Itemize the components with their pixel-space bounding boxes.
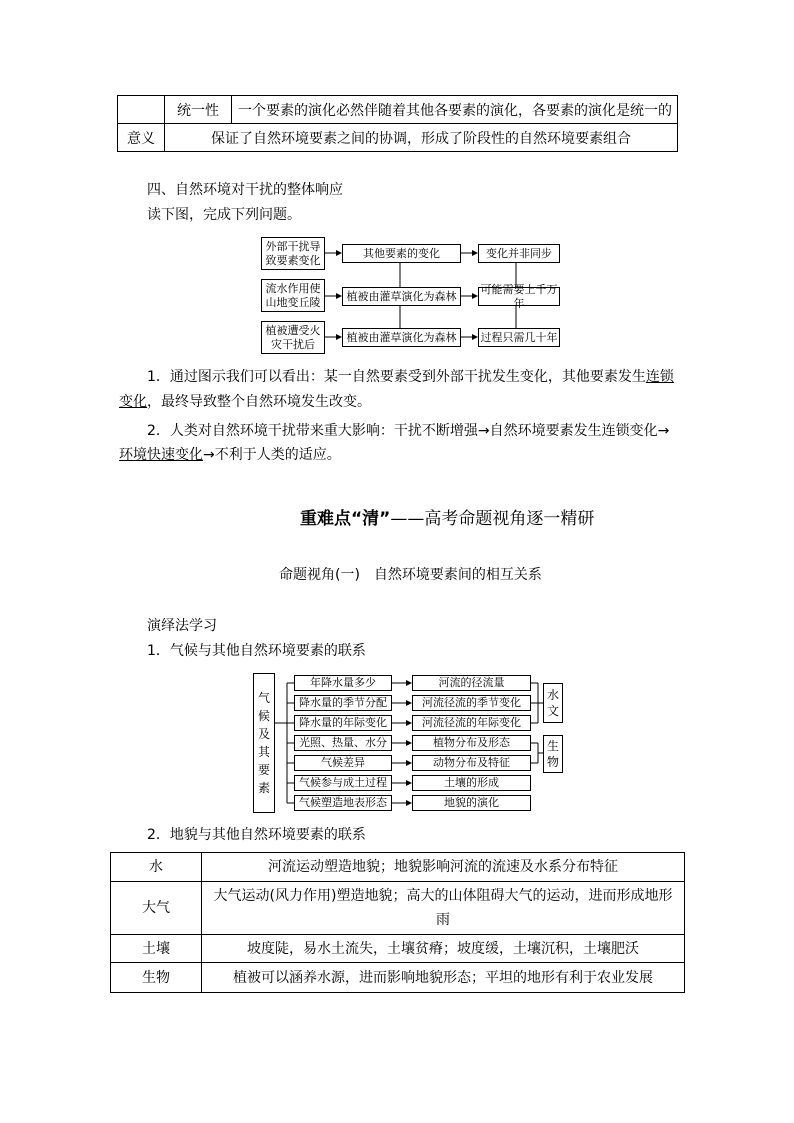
- diagram1-left-box: 流水作用使山地变丘陵: [261, 279, 325, 312]
- diagram2-right-box: 植物分布及形态: [412, 735, 531, 751]
- table-cell-value: 植被可以涵养水源，进而影响地貌形态；平坦的地形有利于农业发展: [202, 963, 685, 993]
- point2-answer: 环境快速变化: [119, 447, 203, 463]
- point1-text-end: ，最终导致整个自然环境发生改变。: [147, 394, 371, 410]
- diagram1-right-box: 过程只需几十年: [478, 328, 560, 347]
- diagram2-right-box: 河流径流的季节变化: [412, 695, 531, 711]
- table-row: [111, 935, 685, 963]
- diagram1-mid-box: 植被由灌草演化为森林: [342, 328, 461, 347]
- point2-line1: 2．人类对自然环境干扰带来重大影响：干扰不断增强→自然环境要素发生连锁变化→: [147, 423, 670, 439]
- diagram1-mid-box: 植被由灌草演化为森林: [342, 287, 461, 306]
- table-cell-key: 土壤: [111, 935, 202, 963]
- subtitle: 命题视角(一) 自然环境要素间的相互关系: [279, 567, 542, 583]
- diagram2-right-box: 土壤的形成: [412, 775, 531, 791]
- table-row: [111, 882, 685, 935]
- diagram1-left-box: 植被遭受火灾干扰后: [261, 321, 325, 354]
- diagram2-root-box: 气候及其要素: [253, 673, 275, 813]
- item2-heading: 2．地貌与其他自然环境要素的联系: [147, 827, 366, 843]
- table-cell-value: 河流运动塑造地貌；地貌影响河流的流速及水系分布特征: [202, 853, 685, 882]
- point1-text: 1．通过图示我们可以看出：某一自然要素受到外部干扰发生变化，其他要素发生: [147, 369, 646, 385]
- table-landform-links: [110, 852, 685, 993]
- banner-dash: ——: [390, 509, 425, 529]
- diagram2-group-hydrology: 水文: [543, 683, 563, 723]
- table-cell-value: 坡度陡，易水土流失，土壤贫瘠；坡度缓，土壤沉积，土壤肥沃: [202, 935, 685, 963]
- point1-answer-part1: 连锁: [645, 369, 674, 385]
- diagram2-left-box: 年降水量多少: [294, 675, 392, 691]
- table-cell-key: 生物: [111, 963, 202, 993]
- diagram2-right-box: 河流的径流量: [412, 675, 531, 691]
- diagram2-right-box: 地貌的演化: [412, 795, 531, 811]
- diagram2-group-biology: 生物: [543, 735, 563, 773]
- diagram2-right-box: 河流径流的年际变化: [412, 715, 531, 731]
- section-heading: 四、自然环境对干扰的整体响应: [147, 182, 343, 198]
- table-row: [111, 963, 685, 993]
- item1-heading: 1．气候与其他自然环境要素的联系: [147, 643, 366, 659]
- banner-rest: 高考命题视角逐一精研: [424, 509, 595, 529]
- section-intro: 读下图，完成下列问题。: [147, 207, 301, 223]
- diagram1-mid-box: 其他要素的变化: [342, 244, 461, 263]
- table-cell-label: 意义: [118, 124, 165, 152]
- table-cell-key: 大气: [111, 882, 202, 935]
- diagram1-right-box: 变化并非同步: [478, 244, 560, 263]
- diagram2-left-box: 降水量的季节分配: [294, 695, 392, 711]
- diagram2-left-box: 气候差异: [294, 755, 392, 771]
- banner-bold: 重难点“清”: [300, 509, 391, 529]
- table-cell-text: 保证了自然环境要素之间的协调，形成了阶段性的自然环境要素组合: [165, 124, 678, 152]
- point1-answer-part2: 变化: [119, 394, 147, 410]
- diagram2-left-box: 光照、热量、水分: [294, 735, 392, 751]
- point2-text-end: →不利于人类的适应。: [203, 447, 341, 463]
- table-row: [111, 853, 685, 882]
- table-cell-value: 大气运动(风力作用)塑造地貌；高大的山体阻碍大气的运动，进而形成地形雨: [202, 882, 685, 935]
- table-cell-term: 统一性: [165, 96, 232, 124]
- diagram2-left-box: 气候塑造地表形态: [294, 795, 392, 811]
- diagram2-right-box: 动物分布及特征: [412, 755, 531, 771]
- method-heading: 演绎法学习: [147, 618, 217, 634]
- diagram1-left-box: 外部干扰导致要素变化: [261, 237, 325, 270]
- table-cell-text: 一个要素的演化必然伴随着其他各要素的演化，各要素的演化是统一的: [232, 96, 678, 124]
- diagram1-right-box: 可能需要上千万年: [478, 287, 560, 306]
- diagram2-left-box: 降水量的年际变化: [294, 715, 392, 731]
- table-cell-key: 水: [111, 853, 202, 882]
- diagram2-left-box: 气候参与成土过程: [294, 775, 392, 791]
